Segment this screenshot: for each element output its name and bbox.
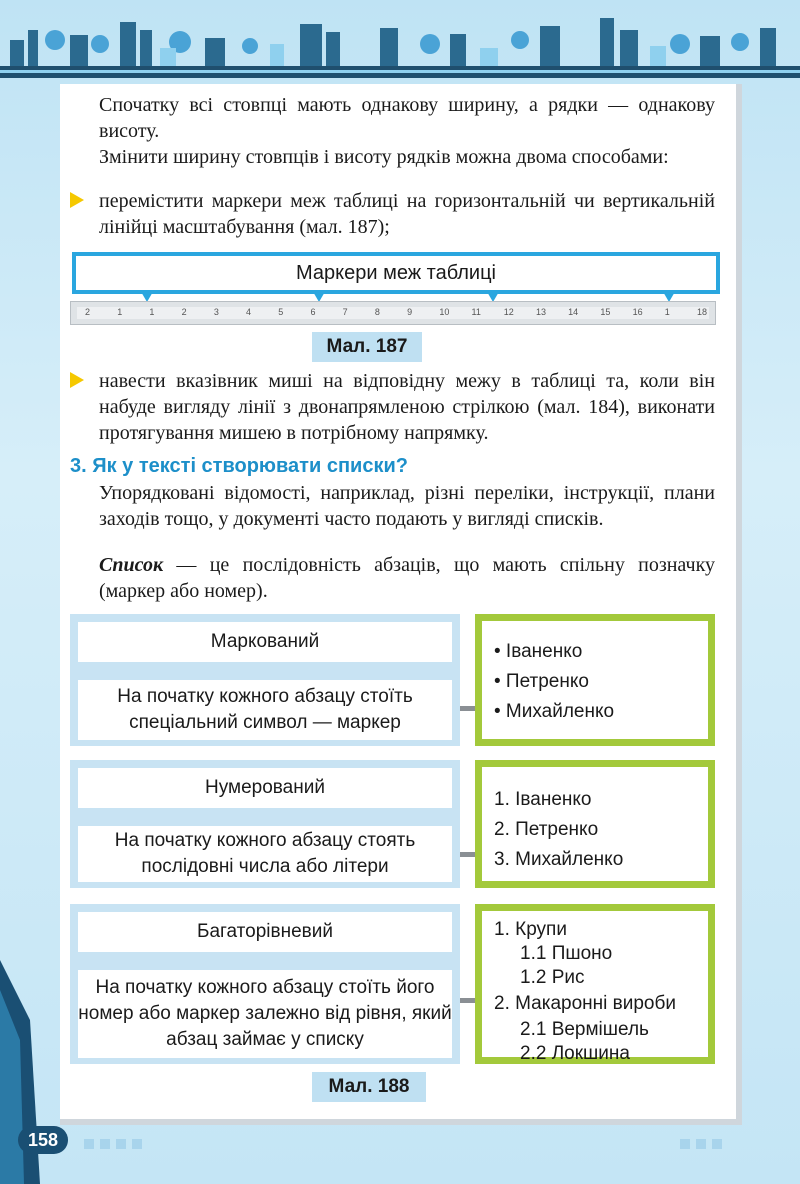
ruler-scale	[77, 307, 709, 319]
ruler-number: 1	[664, 307, 670, 317]
example-item: • Петренко	[494, 671, 589, 692]
yellow-bullet-icon	[70, 192, 84, 208]
paragraph-4	[99, 552, 715, 604]
connector-line	[460, 706, 476, 711]
list-type-panel-numbered	[70, 760, 460, 888]
horizontal-ruler	[70, 301, 716, 325]
example-item: • Михайленко	[494, 701, 615, 722]
paragraph-1: Спочатку всі стовпці мають однакову ширину, а рядки — однакову висоту.	[99, 94, 715, 142]
example-item: 2.1 Вермішель	[520, 1019, 649, 1040]
ruler-number: 14	[568, 307, 579, 317]
example-box-multilevel	[475, 904, 715, 1064]
figure-187-caption: Мал. 187	[312, 332, 422, 362]
ruler-number: 2	[181, 307, 187, 317]
figure-187-label: Маркери меж таблиці	[72, 252, 720, 294]
ruler-number: 9	[407, 307, 413, 317]
connector-line	[460, 998, 476, 1003]
ruler-number: 12	[503, 307, 514, 317]
ruler-number: 15	[600, 307, 611, 317]
example-item: 2. Макаронні вироби	[494, 993, 676, 1014]
ruler-number: 8	[374, 307, 380, 317]
footer-dots-left	[84, 1136, 148, 1146]
list-type-panel-multilevel	[70, 904, 460, 1064]
bullet-item-1: перемістити маркери меж таблиці на горизонтальній чи вертикальній лінійці масштабування (мал. 187);	[99, 190, 715, 238]
ruler-number: 1	[149, 307, 155, 317]
example-item: 2. Петренко	[494, 819, 599, 840]
list-type-description: На початку кожного абзацу стоїть спеціальний символ — маркер	[78, 680, 452, 740]
list-type-title: Багаторівневий	[78, 912, 452, 952]
list-type-description: На початку кожного абзацу стоять послідовні числа або літери	[78, 826, 452, 882]
ruler-number: 7	[342, 307, 348, 317]
list-type-description: На початку кожного абзацу стоїть його номер або маркер залежно від рівня, який абзац займає у списку	[78, 970, 452, 1058]
example-box-bulleted	[475, 614, 715, 746]
section-heading: 3. Як у тексті створювати списки?	[70, 455, 408, 477]
ruler-number: 10	[439, 307, 450, 317]
example-item: • Іваненко	[494, 641, 583, 662]
yellow-bullet-icon	[70, 372, 84, 388]
city-skyline-banner	[0, 0, 800, 78]
list-term: Список	[99, 554, 164, 576]
ruler-number: 5	[278, 307, 284, 317]
bullet-item-2: навести вказівник миші на відповідну межу в таблиці та, коли він набуде вигляду лінії з двонапрямленою стрілкою (мал. 184), виконати протягування мишею в потрібному напрямку.	[99, 370, 715, 444]
footer-dots-right	[680, 1136, 728, 1146]
ruler-number: 16	[632, 307, 643, 317]
example-item: 1.1 Пшоно	[520, 943, 613, 964]
paragraph-2: Змінити ширину стовпців і висоту рядків можна двома способами:	[99, 146, 669, 168]
paragraph-3: Упорядковані відомості, наприклад, різні переліки, інструкції, плани заходів тощо, у документі часто подають у вигляді списків.	[99, 482, 715, 530]
list-type-title: Маркований	[78, 622, 452, 662]
connector-line	[460, 852, 476, 857]
example-item: 1. Крупи	[494, 919, 567, 940]
ruler-number: 18	[697, 307, 708, 317]
example-item: 3. Михайленко	[494, 849, 624, 870]
ruler-number: 1	[117, 307, 123, 317]
example-item: 1. Іваненко	[494, 789, 592, 810]
ruler-number: 6	[310, 307, 316, 317]
page-number: 158	[18, 1126, 68, 1154]
ruler-number: 4	[246, 307, 252, 317]
example-item: 1.2 Рис	[520, 967, 585, 988]
list-type-panel-bulleted	[70, 614, 460, 746]
ruler-number: 13	[535, 307, 546, 317]
example-item: 2.2 Локшина	[520, 1043, 630, 1064]
list-definition: — це послідовність абзаців, що мають спільну позначку (маркер або номер).	[99, 554, 715, 602]
ruler-number: 2	[85, 307, 91, 317]
figure-188-caption: Мал. 188	[312, 1072, 426, 1102]
ruler-number: 3	[213, 307, 219, 317]
list-type-title: Нумерований	[78, 768, 452, 808]
ruler-number: 11	[471, 307, 481, 317]
example-box-numbered	[475, 760, 715, 888]
